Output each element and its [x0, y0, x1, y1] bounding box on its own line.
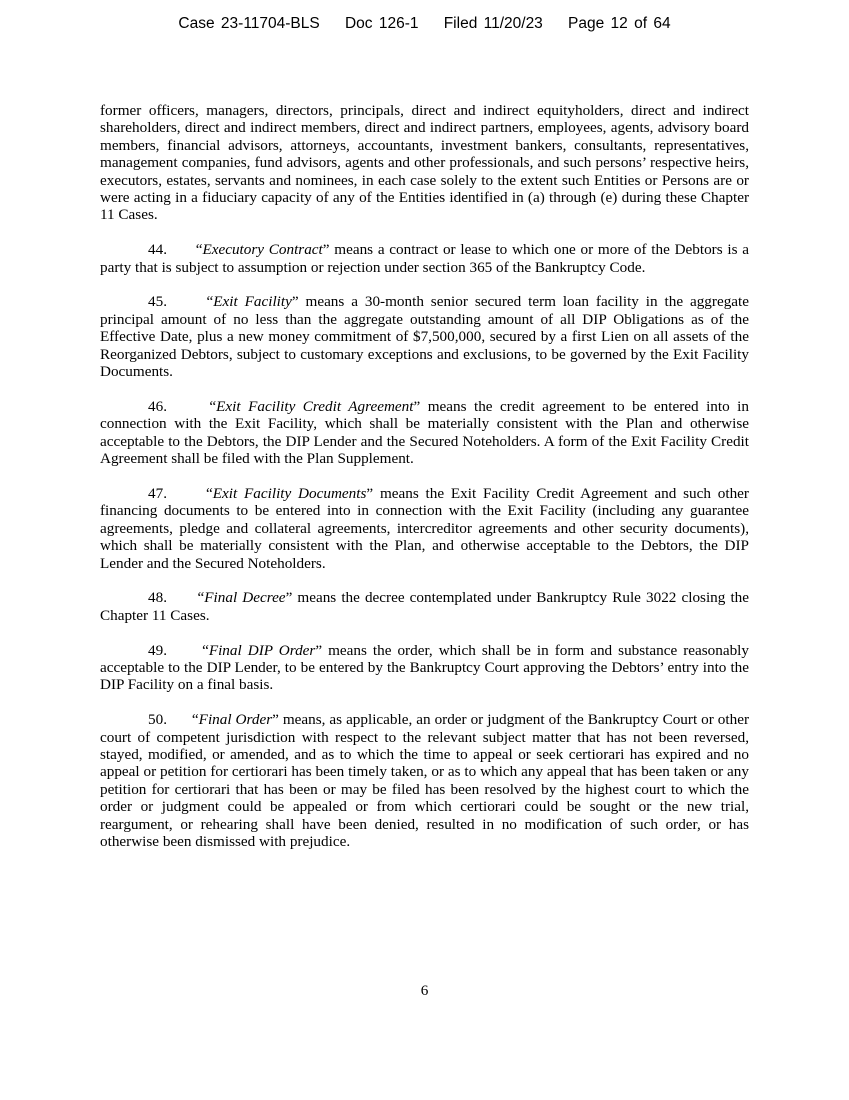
- definition-number: 48.: [148, 589, 167, 607]
- filing-header: [0, 15, 849, 33]
- close-quote: ”: [272, 711, 279, 729]
- definition-paragraph: [100, 642, 749, 694]
- defined-term: Final DIP Order: [208, 641, 316, 659]
- open-quote: “: [195, 241, 203, 259]
- definition-number: 49.: [148, 641, 167, 659]
- filed-date: Filed 11/20/23: [443, 15, 543, 32]
- definition-text: means, as applicable, an order or judgment of the Bankruptcy Court or other court of competent jurisdiction with respect to the relevant subject matter that has not been reversed, stayed, modified, or amended, and as to which the time to appeal or seek certiorari has expired and no appeal or petition for certiorari has been timely taken, or as to which any appeal that has been taken or any petition for certiorari that has been or may be filed has been resolved by the highest court to which the order or judgment could be appealed or from which certiorari could be sought or the new trial, reargument, or rehearing shall have been denied, resulted in no modification of such order, or has otherwise been dismissed with prejudice.: [100, 711, 750, 850]
- close-quote: ”: [413, 397, 421, 415]
- defined-term: Exit Facility: [213, 293, 292, 311]
- definition-number: 45.: [148, 293, 167, 311]
- definition-text: means the credit agreement to be entered into in connection with the Exit Facility, which shall be materially consistent with the Plan and otherwise acceptable to the Debtors, the DIP Lender and the Secured Noteholders. A form of the Exit Facility Credit Agreement shall be filed with the Plan Supplement.: [100, 397, 749, 468]
- open-quote: “: [202, 641, 209, 659]
- close-quote: ”: [285, 589, 293, 607]
- definition-paragraph: [100, 589, 749, 624]
- definition-text: means the Exit Facility Credit Agreement and such other financing documents to be entered into in connection with the Exit Facility (including any guarantee agreements, pledge and collateral agreements, intercreditor agreements and other security documents), which shall be materially consistent with the Plan, and otherwise acceptable to the Debtors, the DIP Lender and the Secured Noteholders.: [100, 484, 749, 572]
- defined-term: Final Order: [198, 711, 273, 729]
- definition-paragraph: [100, 398, 749, 468]
- continuation-paragraph: former officers, managers, directors, principals, direct and indirect equityholders, direct and indirect shareholders, direct and indirect members, direct and indirect partners, employees, agents, advisory board members, financial advisors, attorneys, accountants, investment bankers, consultants, representatives, management companies, fund advisors, agents and other professionals, and such persons’ respective heirs, executors, estates, servants and nominees, in each case solely to the extent such Entities or Persons are or were acting in a fiduciary capacity of any of the Entities identified in (a) through (e) during these Chapter 11 Cases.: [100, 102, 749, 224]
- definition-number: 46.: [148, 397, 167, 415]
- open-quote: “: [206, 293, 214, 311]
- defined-term: Final Decree: [204, 589, 286, 607]
- document-body: [100, 102, 749, 868]
- close-quote: ”: [315, 641, 323, 659]
- definitions-list: [100, 241, 749, 850]
- definition-number: 50.: [148, 711, 167, 729]
- definition-paragraph: [100, 293, 749, 380]
- defined-term: Exit Facility Documents: [212, 484, 367, 502]
- defined-term: Executory Contract: [202, 241, 323, 259]
- definition-text: means the decree contemplated under Bankruptcy Rule 3022 closing the Chapter 11 Cases.: [100, 589, 750, 624]
- doc-number: Doc 126-1: [344, 15, 419, 32]
- definition-text: means a contract or lease to which one or more of the Debtors is a party that is subject to assumption or rejection under section 365 of the Bankruptcy Code.: [100, 241, 750, 276]
- close-quote: ”: [366, 484, 374, 502]
- definition-paragraph: [100, 711, 749, 850]
- definition-text: means a 30-month senior secured term loan facility in the aggregate principal amount of no less than the aggregate outstanding amount of all DIP Obligations as of the Effective Date, plus a new money commitment of $7,500,000, secured by a first Lien on all assets of the Reorganized Debtors, subject to customary exceptions and exclusions, to be governed by the Exit Facility Documents.: [100, 293, 749, 381]
- definition-number: 47.: [148, 484, 167, 502]
- definition-text: means the order, which shall be in form and substance reasonably acceptable to the DIP Lender, to be entered by the Bankruptcy Court approving the Debtors’ entry into the DIP Facility on a final basis.: [100, 641, 749, 694]
- defined-term: Exit Facility Credit Agreement: [216, 397, 414, 415]
- close-quote: ”: [322, 241, 330, 259]
- case-number: Case 23-11704-BLS: [178, 15, 320, 32]
- definition-paragraph: [100, 485, 749, 572]
- definition-number: 44.: [148, 241, 167, 259]
- definition-paragraph: [100, 241, 749, 276]
- open-quote: “: [197, 589, 205, 607]
- page-of-total: Page 12 of 64: [568, 15, 671, 32]
- close-quote: ”: [291, 293, 299, 311]
- open-quote: “: [209, 397, 217, 415]
- open-quote: “: [206, 484, 213, 502]
- page-number: 6: [420, 982, 429, 999]
- open-quote: “: [191, 711, 199, 729]
